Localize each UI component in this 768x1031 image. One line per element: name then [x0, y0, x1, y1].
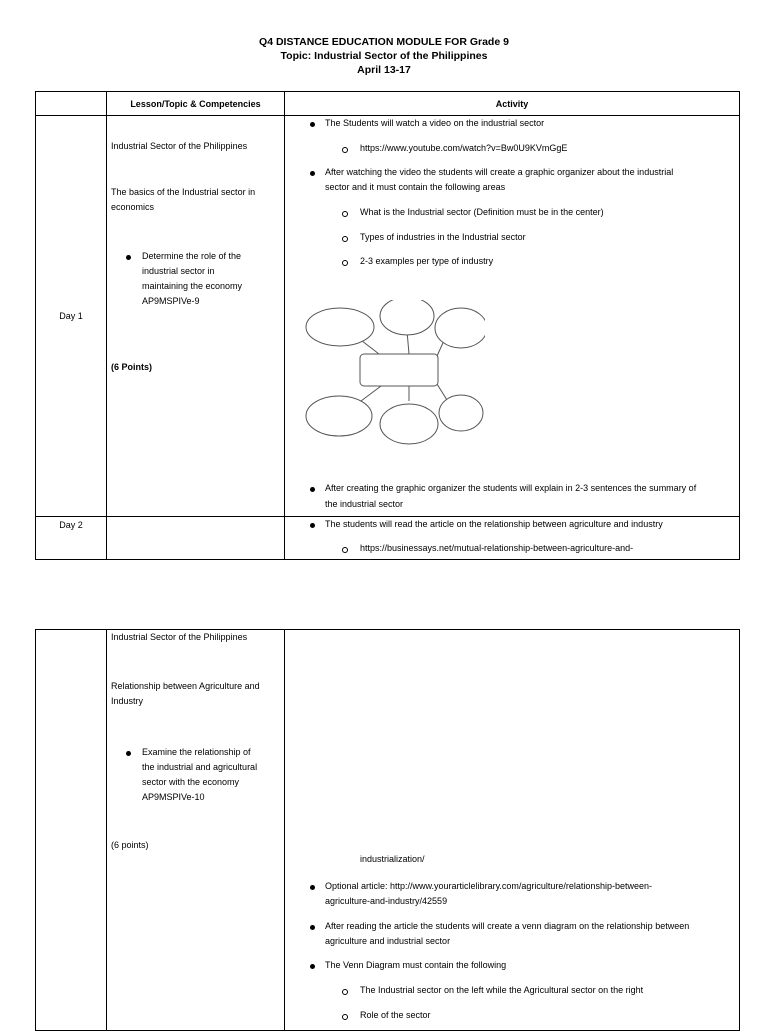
summary-instr-line1: After creating the graphic organizer the students will explain in 2-3 sentences the summary of — [325, 483, 697, 493]
day1-comp-line3: maintaining the economy — [142, 281, 243, 291]
day2-activity-cell — [285, 517, 740, 560]
bullet-icon — [310, 523, 315, 528]
organizer-instr-line2: sector and it must contain the following areas — [325, 182, 506, 192]
day2-label-cell — [36, 517, 107, 560]
lesson-table-page1 — [35, 91, 740, 560]
optional-article-line1[interactable]: Optional article: http://www.yourarticlelibrary.com/agriculture/relationship-between- — [325, 881, 652, 891]
day2-label: Day 2 — [59, 520, 83, 530]
date-range: April 13-17 — [357, 64, 411, 76]
day1-comp-line2: industrial sector in — [142, 266, 215, 276]
day1-lesson-cell — [107, 116, 285, 517]
topic-title: Topic: Industrial Sector of the Philippines — [280, 50, 488, 62]
day2-comp-code: AP9MSPIVe-10 — [142, 792, 205, 802]
bullet-icon — [310, 925, 315, 930]
sub-bullet-icon — [342, 989, 348, 995]
sub-bullet-icon — [342, 236, 348, 242]
organizer-req-3: 2-3 examples per type of industry — [360, 256, 494, 266]
module-title: Q4 DISTANCE EDUCATION MODULE FOR Grade 9 — [259, 36, 509, 48]
day2-cont-lesson-cell — [107, 630, 285, 1031]
day1-points: (6 Points) — [111, 362, 153, 372]
venn-req-1: The Industrial sector on the left while the Agricultural sector on the right — [360, 985, 644, 995]
graphic-organizer-diagram — [305, 300, 485, 446]
col-header-lesson: Lesson/Topic & Competencies — [107, 92, 285, 116]
organizer-ellipse-bottom-left — [306, 396, 372, 436]
bullet-icon — [310, 171, 315, 176]
bullet-icon — [126, 255, 131, 260]
organizer-ellipse-bottom-center — [380, 404, 438, 444]
organizer-ellipse-top-left — [306, 308, 374, 346]
organizer-center-box — [360, 354, 438, 386]
day2-activity-read: The students will read the article on the relationship between agriculture and industry — [325, 519, 663, 529]
day2-sub-line2: Industry — [111, 696, 144, 706]
day2-points: (6 points) — [111, 840, 149, 850]
day1-label: Day 1 — [59, 311, 83, 321]
organizer-req-1: What is the Industrial sector (Definition must be in the center) — [360, 207, 604, 217]
day1-label-cell — [36, 116, 107, 517]
sub-bullet-icon — [342, 147, 348, 153]
day1-sub-line2: economics — [111, 202, 155, 212]
day2-topic: Industrial Sector of the Philippines — [111, 632, 248, 642]
bullet-icon — [126, 751, 131, 756]
venn-instr-line2: agriculture and industrial sector — [325, 936, 451, 946]
sub-bullet-icon — [342, 1014, 348, 1020]
col-header-activity: Activity — [285, 92, 740, 116]
organizer-instr-line1: After watching the video the students will create a graphic organizer about the industrial — [325, 167, 674, 177]
bullet-icon — [310, 487, 315, 492]
video-link[interactable]: https://www.youtube.com/watch?v=Bw0U9KVmGgE — [360, 143, 568, 153]
article-link[interactable]: https://businessays.net/mutual-relationship-between-agriculture-and- — [360, 543, 634, 553]
lesson-table-page2 — [35, 629, 740, 1031]
day1-sub-line1: The basics of the Industrial sector in — [111, 187, 256, 197]
venn-req-2: Role of the sector — [360, 1010, 431, 1020]
day1-comp-line1: Determine the role of the — [142, 251, 242, 261]
summary-instr-line2: the industrial sector — [325, 499, 404, 509]
day1-activity-video: The Students will watch a video on the industrial sector — [325, 118, 545, 128]
bullet-icon — [310, 885, 315, 890]
venn-instr-line1: After reading the article the students will create a venn diagram on the relationship between — [325, 921, 690, 931]
day1-topic: Industrial Sector of the Philippines — [111, 141, 248, 151]
day2-cont-label-cell — [36, 630, 107, 1031]
empty-header-cell — [36, 92, 107, 116]
organizer-req-2: Types of industries in the Industrial sector — [360, 232, 526, 242]
day2-comp-line3: sector with the economy — [142, 777, 240, 787]
sub-bullet-icon — [342, 211, 348, 217]
organizer-ellipse-top-center — [380, 300, 434, 335]
day1-activity-cell — [285, 116, 740, 517]
sub-bullet-icon — [342, 547, 348, 553]
day2-lesson-cell — [107, 517, 285, 560]
organizer-ellipse-top-right — [435, 308, 485, 348]
day2-comp-line1: Examine the relationship of — [142, 747, 251, 757]
optional-article-line2[interactable]: agriculture-and-industry/42559 — [325, 896, 448, 906]
sub-bullet-icon — [342, 260, 348, 266]
day2-sub-line1: Relationship between Agriculture and — [111, 681, 260, 691]
day1-comp-code: AP9MSPIVe-9 — [142, 296, 200, 306]
day2-cont-activity-cell — [285, 630, 740, 1031]
venn-must-contain: The Venn Diagram must contain the following — [325, 960, 507, 970]
bullet-icon — [310, 122, 315, 127]
organizer-ellipse-bottom-right — [439, 395, 483, 431]
day2-comp-line2: the industrial and agricultural — [142, 762, 258, 772]
article-link-continued[interactable]: industrialization/ — [360, 854, 425, 864]
bullet-icon — [310, 964, 315, 969]
